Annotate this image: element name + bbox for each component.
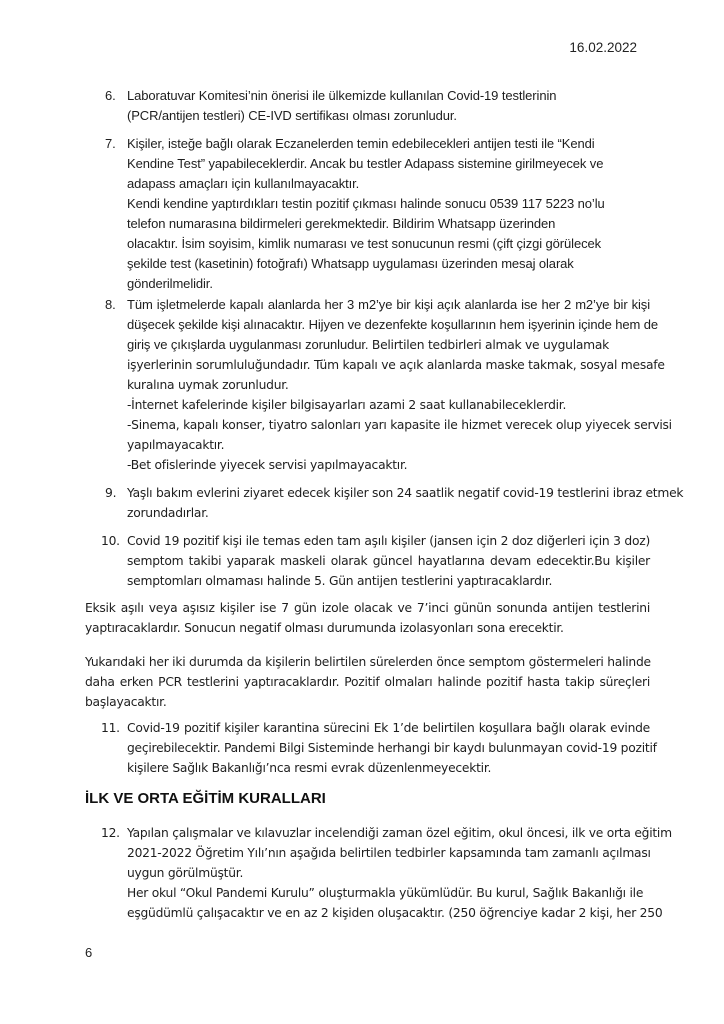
item-8-line-3 [127,335,650,355]
item-12-line-3: uygun görülmüştür. [127,866,244,880]
item-11-line-3: kişilere Sağlık Bakanlığı’nca resmi evrak düzenlenmeyecektir. [127,761,492,775]
item-9-line-1: Yaşlı bakım evlerini ziyaret edecek kişiler son 24 saatlik negatif covid-19 testlerini ibraz etmek [127,486,684,500]
item-12-line-2: 2021-2022 Öğretim Yılı’nın aşağıda belirtilen tedbirler kapsamında tam zamanlı açılması [127,846,651,860]
item-8-line-5: kuralına uymak zorunludur. [127,378,289,392]
item-10-line-1: Covid 19 pozitif kişi ile temas eden tam aşılı kişiler (jansen için 2 doz diğerleri için 3 doz) [127,534,650,548]
item-7-line-4: Kendi kendine yaptırdıkları testin pozitif çıkması halinde sonucu 0539 117 5223 no’lu [127,196,605,211]
para-eksik [85,598,650,638]
section-heading: İLK VE ORTA EĞİTİM KURALLARI [85,790,326,807]
item-8 [85,295,672,475]
item-7 [85,134,650,294]
item-10 [85,531,650,591]
item-9 [85,483,684,523]
item-6-line-2: (PCR/antijen testleri) CE-IVD sertifikası olması zorunludur. [127,108,457,123]
item-7-line-8: gönderilmelidir. [127,276,213,291]
item-11 [85,718,657,778]
item-7-line-5: telefon numarasına bildirmeleri gerekmektedir. Bildirim Whatsapp üzerinden [127,216,556,231]
item-10-line-2: semptom takibi yaparak maskeli olarak güncel hayatlarına devam edecektir.Bu kişiler [127,554,650,568]
para-yukaridaki-line-1: Yukarıdaki her iki durumda da kişilerin belirtilen sürelerden önce semptom göstermeleri halinde [85,655,651,669]
item-8-line-8: yapılmayacaktır. [127,438,225,452]
para-yukaridaki-line-3: başlayacaktır. [85,695,167,709]
item-8-line-3-part-2: Belirtilen tedbirleri almak ve uygulamak [371,338,610,352]
item-7-line-3: adapass amaçları için kullanılmayacaktır. [127,176,360,191]
item-10-number: 10. [101,534,120,548]
item-11-line-1: Covid-19 pozitif kişiler karantina sürecini Ek 1’de belirtilen koşullara bağlı olarak evinde [127,721,650,735]
document-date: 16.02.2022 [569,40,637,55]
para-eksik-line-1: Eksik aşılı veya aşısız kişiler ise 7 gün izole olacak ve 7’inci günün sonunda antijen testlerini [85,601,650,615]
para-yukaridaki [85,652,650,712]
item-8-number: 8. [105,297,116,312]
item-11-number: 11. [101,721,120,735]
item-12-line-1: Yapılan çalışmalar ve kılavuzlar incelendiği zaman özel eğitim, okul öncesi, ilk ve orta eğitim [127,826,672,840]
item-8-line-6: -İnternet kafelerinde kişiler bilgisayarları azami 2 saat kullanabileceklerdir. [127,398,567,412]
item-12-line-4: Her okul “Okul Pandemi Kurulu” oluşturmakla yükümlüdür. Bu kurul, Sağlık Bakanlığı ile [127,886,644,900]
item-8-line-7: -Sinema, kapalı konser, tiyatro salonları yarı kapasite ile hizmet verecek olup yiyecek servisi [127,418,672,432]
item-12-line-5: eşgüdümlü çalışacaktır ve en az 2 kişiden oluşacaktır. (250 öğrenciye kadar 2 kişi, her 250 [127,906,663,920]
item-6 [85,86,650,126]
item-9-line-2: zorundadırlar. [127,506,209,520]
para-eksik-line-2: yaptıracaklardır. Sonucun negatif olması durumunda izolasyonları sona erecektir. [85,621,564,635]
page-number: 6 [85,945,93,960]
item-8-line-9: -Bet ofislerinde yiyecek servisi yapılmayacaktır. [127,458,408,472]
item-8-line-3-part-1: giriş ve çıkışlarda uygulanması zorunludur. [127,337,372,352]
item-8-line-2: düşecek şekilde kişi alınacaktır. Hijyen ve dezenfekte koşullarının hem işyerinin içinde hem de [127,317,658,332]
item-12-number: 12. [101,826,120,840]
item-7-line-7: şekilde test (kasetinin) fotoğrafı) Whatsapp uygulaması üzerinden mesaj olarak [127,256,574,271]
item-9-number: 9. [105,486,117,500]
item-12 [85,823,672,923]
item-6-number: 6. [105,88,116,103]
item-6-line-1: Laboratuvar Komitesi’nin önerisi ile ülkemizde kullanılan Covid-19 testlerinin [127,88,557,103]
item-7-line-2: Kendine Test” yapabileceklerdir. Ancak bu testler Adapass sistemine girilmeyecek ve [127,156,604,171]
item-10-line-3: semptomları olmaması halinde 5. Gün antijen testlerini yaptıracaklardır. [127,574,553,588]
item-7-line-6: olacaktır. İsim soyisim, kimlik numarası ve test sonucunun resmi (çift çizgi görülecek [127,236,602,251]
para-yukaridaki-line-2: daha erken PCR testlerini yaptıracaklardır. Pozitif olmaları halinde pozitif hasta takip süreçleri [85,675,650,689]
item-8-line-1: Tüm işletmelerde kapalı alanlarda her 3 m2’ye bir kişi açık alanlarda ise her 2 m2’ye bir kişi [127,297,650,312]
document-content [85,0,684,923]
item-8-line-4: işyerlerinin sorumluluğundadır. Tüm kapalı ve açık alanlarda maske takmak, sosyal mesafe [127,358,665,372]
item-7-line-1: Kişiler, isteğe bağlı olarak Eczanelerden temin edebilecekleri antijen testi ile “Kendi [127,136,595,151]
item-11-line-2: geçirebilecektir. Pandemi Bilgi Sisteminde herhangi bir kaydı bulunmayan covid-19 pozitif [127,741,657,755]
item-7-number: 7. [105,136,116,151]
document-body [85,86,684,923]
